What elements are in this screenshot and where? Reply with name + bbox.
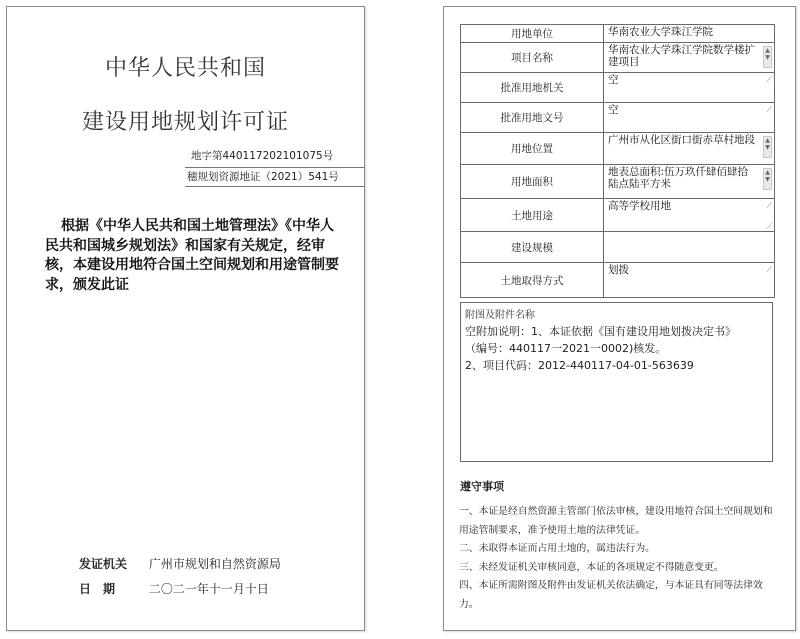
approval-authority-field[interactable] xyxy=(604,73,775,103)
land-use-field[interactable] xyxy=(604,199,775,232)
issuer-label: 发证机关 xyxy=(79,557,128,571)
issuer-value: 广州市规划和自然资源局 xyxy=(148,557,281,571)
notice-item: 二、未取得本证而占用土地的，属违法行为。 xyxy=(459,543,655,554)
land-use-form xyxy=(460,24,775,298)
project-name-field[interactable] xyxy=(604,43,775,73)
date-label: 日 期 xyxy=(79,582,116,596)
attachment-line: （编号：440117一2021一0002)核发。 xyxy=(465,342,667,355)
resize-handle-icon[interactable]: ⟋ xyxy=(766,105,772,114)
field-value: 空 xyxy=(608,104,619,116)
land-area-field[interactable] xyxy=(604,165,775,199)
attachments-box[interactable] xyxy=(460,302,773,462)
field-value: 地表总面积:伍万玖仟肆佰肆拾陆点陆平方米 xyxy=(608,166,749,190)
issue-date-row xyxy=(79,580,269,597)
notice-item: 三、未经发证机关审核同意，本证的各项规定不得随意变更。 xyxy=(459,561,724,573)
scroll-arrows-icon[interactable]: ▲ ▼ xyxy=(763,168,772,190)
country-title: 中华人民共和国 xyxy=(104,56,266,81)
issuing-authority-row xyxy=(79,555,281,572)
field-value: 华南农业大学珠江学院数学楼扩建项目 xyxy=(608,44,755,68)
legal-declaration xyxy=(45,217,345,295)
form-label: 土地用途 xyxy=(461,199,604,232)
form-row xyxy=(461,43,775,73)
resize-handle-icon[interactable]: ⟋ xyxy=(766,201,772,210)
attachment-line: 2、项目代码：2012-440117-04-01-563639 xyxy=(465,359,694,372)
notice-list xyxy=(459,503,777,614)
form-label: 用地位置 xyxy=(461,133,604,165)
notice-title: 遵守事项 xyxy=(460,480,504,493)
form-label: 项目名称 xyxy=(461,43,604,73)
certificate-title: 建设用地规划许可证 xyxy=(81,110,289,135)
approval-document-field[interactable] xyxy=(604,103,775,133)
field-value: 空 xyxy=(608,74,619,86)
scroll-arrows-icon[interactable]: ▲ ▼ xyxy=(763,46,772,68)
certificate-number: 地字第440117202101075号 xyxy=(191,150,334,162)
certificate-cover-page xyxy=(6,6,365,631)
field-value: 高等学校用地 xyxy=(608,200,671,212)
date-value: 二〇二一年十一月十日 xyxy=(148,582,269,596)
form-row xyxy=(461,73,775,103)
land-location-field[interactable] xyxy=(604,133,775,165)
form-row xyxy=(461,263,775,298)
document-reference: 穗规划资源地证（2021）541号 xyxy=(185,167,365,187)
attachment-line: 空附加说明：1、本证依据《国有建设用地划拨决定书》 xyxy=(465,325,736,338)
form-row xyxy=(461,165,775,199)
form-row xyxy=(461,103,775,133)
field-value: 划拨 xyxy=(608,264,629,276)
resize-handle-icon[interactable]: ⟋ xyxy=(766,265,772,274)
notice-item: 一、本证是经自然资源主管部门依法审核，建设用地符合国土空间规划和用途管制要求，准予使用土地的法律凭证。 xyxy=(459,506,773,536)
resize-handle-icon[interactable]: ⟋ xyxy=(766,222,772,231)
form-row xyxy=(461,25,775,43)
form-label: 批准用地文号 xyxy=(461,103,604,133)
form-row xyxy=(461,199,775,232)
form-label: 建设规模 xyxy=(461,232,604,263)
attachments-content xyxy=(461,321,772,374)
resize-handle-icon[interactable]: ⟋ xyxy=(766,75,772,84)
declaration-text: 根据《中华人民共和国土地管理法》《中华人民共和国城乡规划法》和国家有关规定，经审核，本建设用地符合国土空间规划和用途管制要求，颁发此证 xyxy=(45,218,339,293)
attachments-title: 附图及附件名称 xyxy=(465,310,535,321)
form-label: 批准用地机关 xyxy=(461,73,604,103)
land-user-field[interactable] xyxy=(604,25,775,43)
construction-scale-field[interactable] xyxy=(604,222,775,263)
acquisition-method-field[interactable] xyxy=(604,263,775,298)
field-value: 华南农业大学珠江学院 xyxy=(608,26,713,38)
form-row xyxy=(461,232,775,263)
form-label: 用地面积 xyxy=(461,165,604,199)
field-value: 广州市从化区街口街赤草村地段 xyxy=(608,134,755,146)
notice-item: 四、本证所需附图及附件由发证机关依法确定，与本证具有同等法律效力。 xyxy=(459,580,763,610)
form-label: 土地取得方式 xyxy=(461,263,604,298)
scroll-arrows-icon[interactable]: ▲ ▼ xyxy=(763,136,772,158)
form-label: 用地单位 xyxy=(461,25,604,43)
form-row xyxy=(461,133,775,165)
